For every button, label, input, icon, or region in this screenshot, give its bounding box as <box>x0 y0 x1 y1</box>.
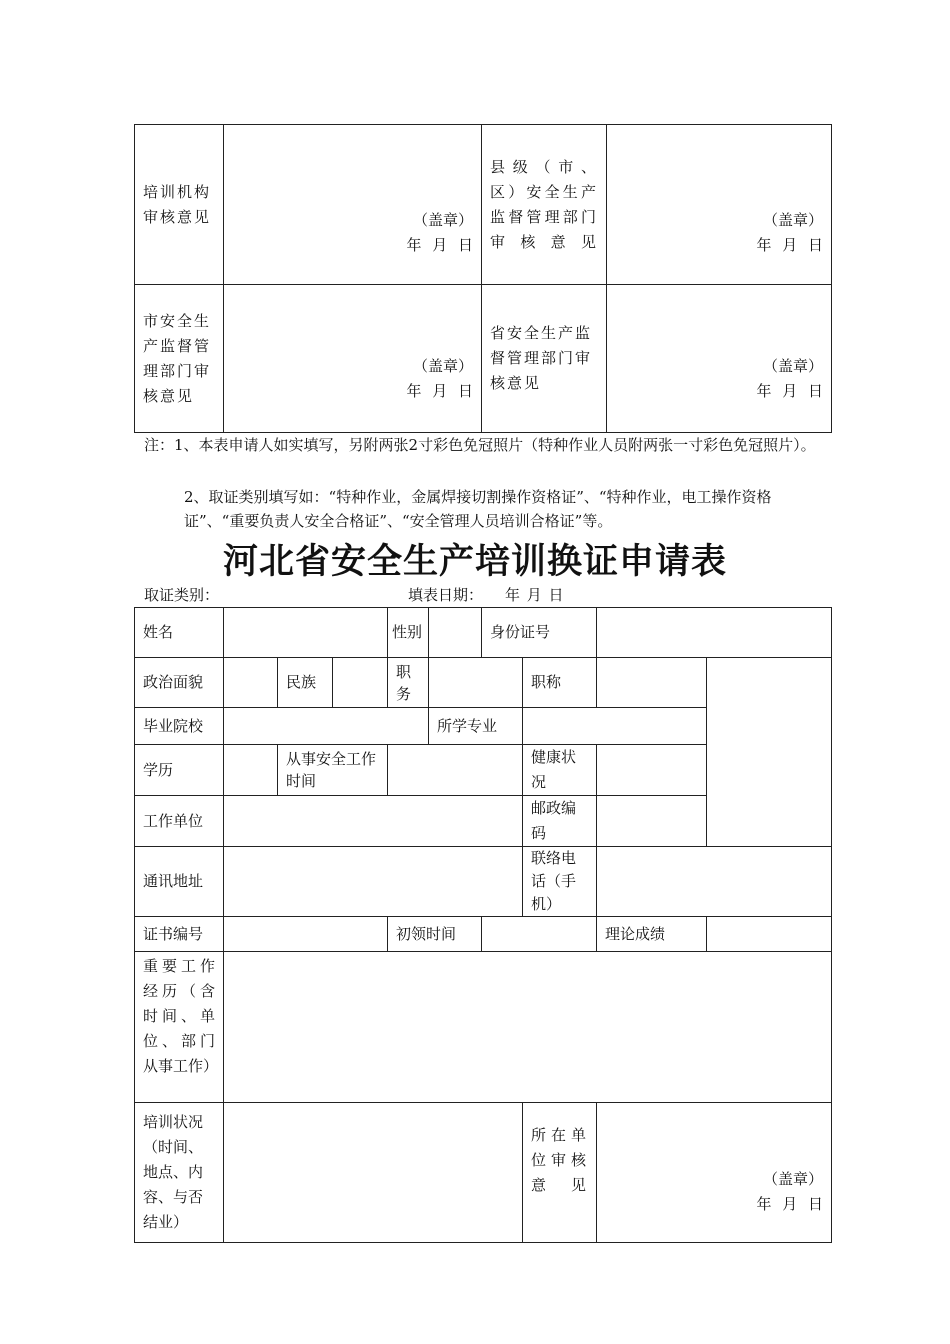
date-text: 年 月 日 <box>756 235 823 254</box>
cert-number-field[interactable] <box>224 917 388 952</box>
name-field[interactable] <box>224 608 388 658</box>
title-label: 职称 <box>523 658 597 708</box>
seal-text: （盖章） <box>412 210 473 229</box>
training-org-label: 培训机构审核意见 <box>135 125 224 285</box>
education-label: 学历 <box>135 745 224 796</box>
gender-field[interactable] <box>429 608 482 658</box>
employer-field[interactable] <box>224 796 523 847</box>
id-number-label: 身份证号 <box>482 608 597 658</box>
work-history-field[interactable] <box>224 952 832 1103</box>
seal-text: （盖章） <box>762 356 823 375</box>
gender-label: 性别 <box>388 608 429 658</box>
education-field[interactable] <box>224 745 278 796</box>
county-dept-label: 县级（市、区）安全生产监督管理部门审核意见 <box>482 125 607 285</box>
first-issue-field[interactable] <box>482 917 597 952</box>
name-label: 姓名 <box>135 608 224 658</box>
ethnicity-label: 民族 <box>278 658 333 708</box>
health-field[interactable] <box>597 745 707 796</box>
position-label <box>388 658 429 708</box>
address-field[interactable] <box>224 847 523 917</box>
fill-date-value: 年 月 日 <box>505 586 564 604</box>
training-field[interactable] <box>224 1103 523 1243</box>
school-label: 毕业院校 <box>135 708 224 745</box>
cert-number-label: 证书编号 <box>135 917 224 952</box>
county-dept-opinion-field[interactable] <box>607 125 832 285</box>
unit-review-field[interactable] <box>597 1103 832 1243</box>
seal-text: （盖章） <box>763 1169 824 1188</box>
application-form <box>134 607 832 1243</box>
review-table <box>134 124 832 433</box>
id-number-field[interactable] <box>597 608 832 658</box>
major-label: 所学专业 <box>429 708 523 745</box>
political-status-field[interactable] <box>224 658 278 708</box>
address-label: 通讯地址 <box>135 847 224 917</box>
title-field[interactable] <box>597 658 707 708</box>
theory-score-field[interactable] <box>707 917 832 952</box>
postcode-field[interactable] <box>597 796 707 847</box>
employer-label: 工作单位 <box>135 796 224 847</box>
school-field[interactable] <box>224 708 429 745</box>
phone-field[interactable] <box>597 847 832 917</box>
position-field[interactable] <box>429 658 523 708</box>
first-issue-label: 初领时间 <box>388 917 482 952</box>
phone-label: 联络电话（手机） <box>523 847 597 917</box>
date-text: 年 月 日 <box>756 381 823 400</box>
province-dept-opinion-field[interactable] <box>607 285 832 433</box>
theory-score-label: 理论成绩 <box>597 917 707 952</box>
province-dept-label: 省安全生产监督管理部门审核意见 <box>482 285 607 433</box>
safety-work-time-field[interactable] <box>388 745 523 796</box>
ethnicity-field[interactable] <box>333 658 388 708</box>
note-2: 2、取证类别填写如：“特种作业，金属焊接切割操作资格证”、“特种作业，电工操作资格证”、“重要负责人安全合格证”、“安全管理人员培训合格证”等。 <box>184 488 772 530</box>
seal-text: （盖章） <box>412 356 473 375</box>
seal-text: （盖章） <box>762 210 823 229</box>
training-label: 培训状况（时间、地点、内容、与否结业） <box>135 1103 224 1243</box>
city-dept-opinion-field[interactable] <box>224 285 482 433</box>
cert-type-label: 取证类别： <box>144 586 220 604</box>
work-history-label: 重要工作经历（含时间、单位、部门从事工作） <box>135 952 224 1103</box>
major-field[interactable] <box>523 708 707 745</box>
unit-review-label: 所在单位审核意见 <box>523 1103 597 1243</box>
health-label: 健康状况 <box>523 745 597 796</box>
political-status-label: 政治面貌 <box>135 658 224 708</box>
date-text: 年 月 日 <box>406 235 473 254</box>
postcode-label: 邮政编码 <box>523 796 597 847</box>
training-org-opinion-field[interactable] <box>224 125 482 285</box>
date-text: 年 月 日 <box>756 1194 824 1213</box>
page-title: 河北省安全生产培训换证申请表 <box>222 542 727 582</box>
note-1: 注：1、本表申请人如实填写，另附两张2寸彩色免冠照片（特种作业人员附两张一寸彩色免冠照片）。 <box>144 436 816 454</box>
city-dept-label: 市安全生产监督管理部门审核意见 <box>135 285 224 433</box>
position-label-text: 职务 <box>396 662 412 703</box>
date-text: 年 月 日 <box>406 381 473 400</box>
fill-date-label: 填表日期： <box>408 586 484 604</box>
safety-work-time-label: 从事安全工作时间 <box>278 745 388 796</box>
